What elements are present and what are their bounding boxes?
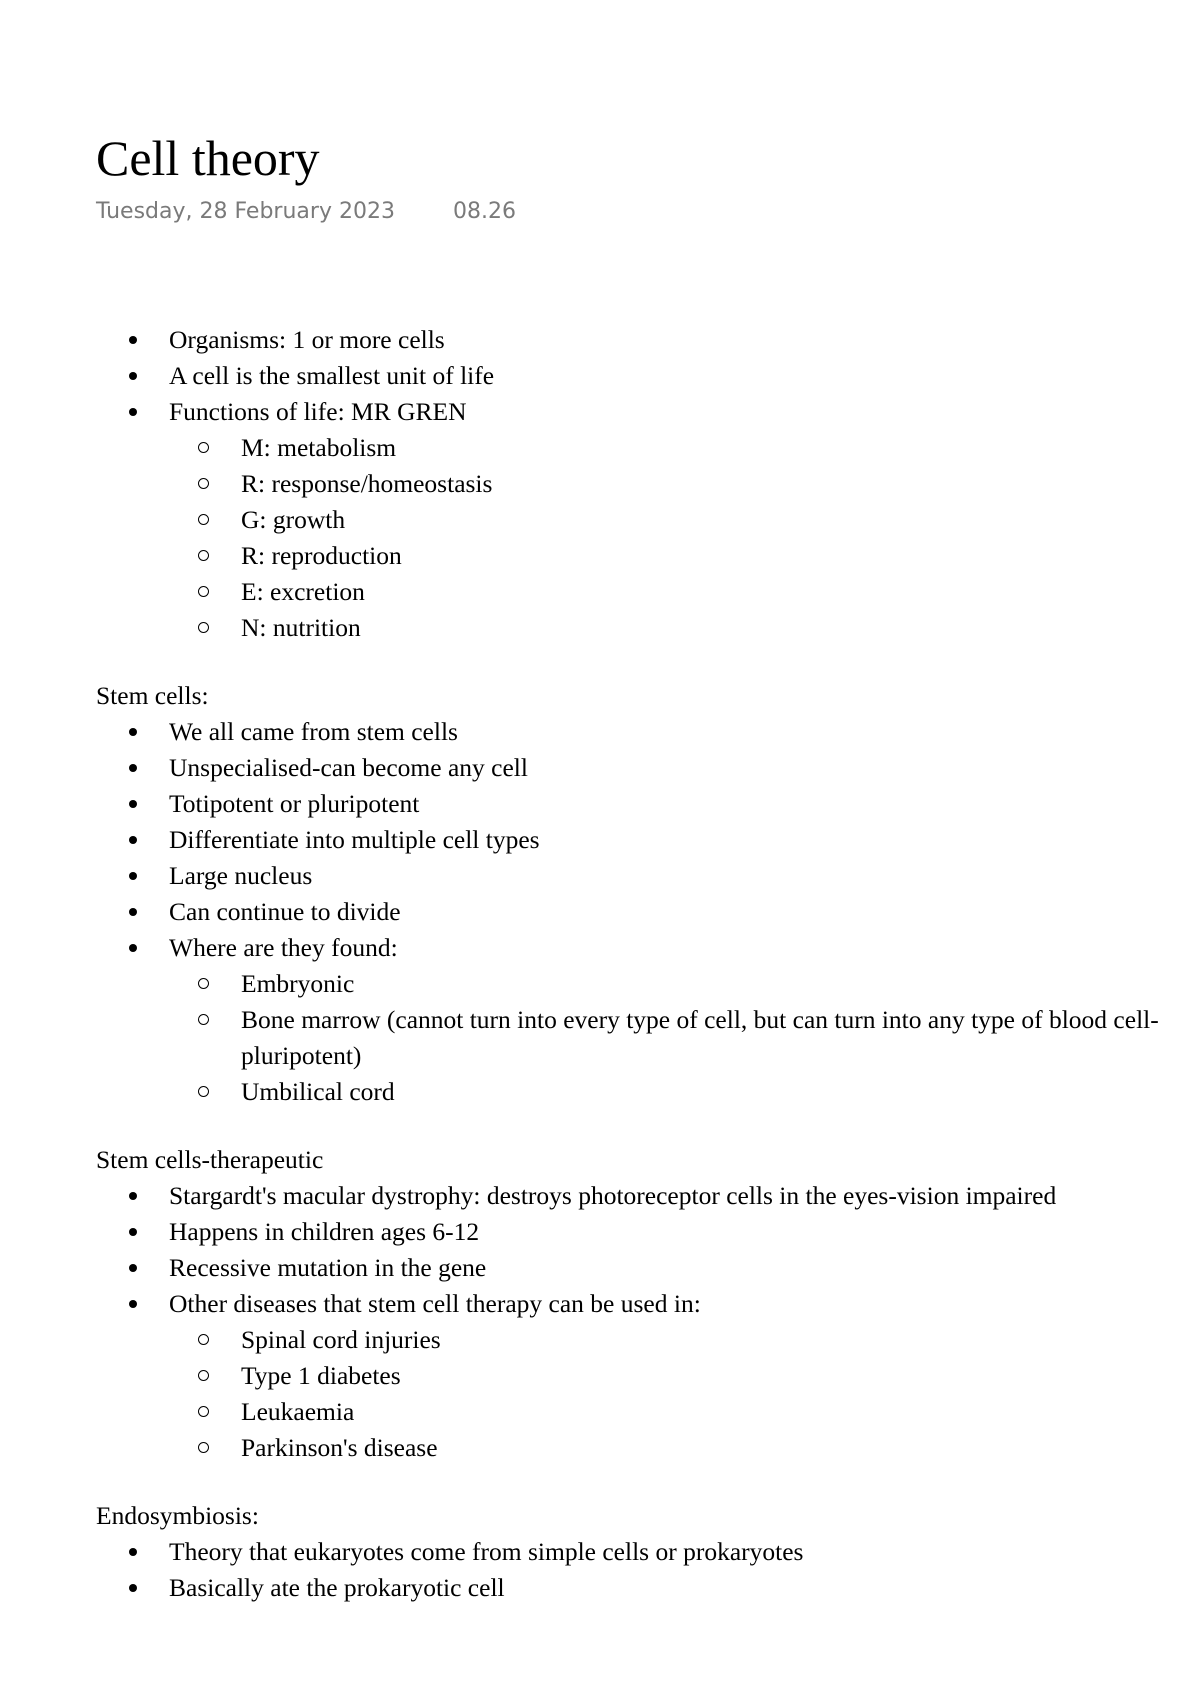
list-item-text: Totipotent or pluripotent xyxy=(169,789,420,818)
sub-bullet-list xyxy=(96,430,1196,646)
list-item xyxy=(96,1250,1196,1286)
section-heading: Endosymbiosis: xyxy=(96,1501,259,1530)
page-time: 08.26 xyxy=(453,199,516,224)
note-content xyxy=(96,322,1196,1606)
list-item xyxy=(96,358,1196,394)
list-item-text: Recessive mutation in the gene xyxy=(169,1253,487,1282)
sub-list-container xyxy=(96,430,1196,646)
sub-list-item-text: Umbilical cord xyxy=(241,1077,395,1106)
sub-list-item xyxy=(96,610,1196,646)
note-section xyxy=(96,1142,1196,1466)
sub-list-item xyxy=(96,1002,1196,1074)
sub-list-item-text: Type 1 diabetes xyxy=(241,1361,401,1390)
list-item-text: Large nucleus xyxy=(169,861,313,890)
list-item xyxy=(96,394,1196,646)
bullet-list xyxy=(96,322,1196,646)
sub-bullet-list xyxy=(96,1322,1196,1466)
list-item-text: Stargardt's macular dystrophy: destroys photoreceptor cells in the eyes-vision impaired xyxy=(169,1181,1057,1210)
list-item xyxy=(96,1534,1196,1570)
bullet-list xyxy=(96,1178,1196,1466)
note-section xyxy=(96,1498,1196,1606)
sub-list-item xyxy=(96,574,1196,610)
sub-list-container xyxy=(96,966,1196,1110)
page-title: Cell theory xyxy=(96,130,320,186)
list-item-text: A cell is the smallest unit of life xyxy=(169,361,495,390)
list-item-text: Basically ate the prokaryotic cell xyxy=(169,1573,505,1602)
list-item xyxy=(96,1214,1196,1250)
list-item xyxy=(96,786,1196,822)
sub-list-item-text: N: nutrition xyxy=(241,613,361,642)
sub-list-item xyxy=(96,430,1196,466)
list-item-text: Other diseases that stem cell therapy can be used in: xyxy=(169,1289,701,1318)
list-item xyxy=(96,858,1196,894)
list-item xyxy=(96,1286,1196,1466)
sub-list-container xyxy=(96,1322,1196,1466)
sub-list-item xyxy=(96,1322,1196,1358)
sub-list-item xyxy=(96,1358,1196,1394)
list-item xyxy=(96,322,1196,358)
list-item-text: Happens in children ages 6-12 xyxy=(169,1217,480,1246)
sub-list-item-text: Leukaemia xyxy=(241,1397,355,1426)
sub-list-item xyxy=(96,502,1196,538)
sub-bullet-list xyxy=(96,966,1196,1110)
sub-list-item-text: Bone marrow (cannot turn into every type of cell, but can turn into any type of blood cell-pluripotent) xyxy=(241,1005,1159,1070)
sub-list-item-text: R: reproduction xyxy=(241,541,402,570)
list-item-text: Differentiate into multiple cell types xyxy=(169,825,540,854)
sub-list-item xyxy=(96,1394,1196,1430)
list-item-text: Can continue to divide xyxy=(169,897,401,926)
sub-list-item xyxy=(96,538,1196,574)
sub-list-item xyxy=(96,966,1196,1002)
sub-list-item-text: G: growth xyxy=(241,505,346,534)
list-item xyxy=(96,1178,1196,1214)
page-date: Tuesday, 28 February 2023 xyxy=(96,199,395,224)
section-heading: Stem cells: xyxy=(96,681,209,710)
list-item xyxy=(96,714,1196,750)
sub-list-item-text: Parkinson's disease xyxy=(241,1433,438,1462)
sub-list-item-text: R: response/homeostasis xyxy=(241,469,493,498)
sub-list-item xyxy=(96,1430,1196,1466)
list-item-text: Unspecialised-can become any cell xyxy=(169,753,528,782)
list-item-text: We all came from stem cells xyxy=(169,717,458,746)
list-item xyxy=(96,822,1196,858)
sub-list-item-text: E: excretion xyxy=(241,577,365,606)
sub-list-item-text: Spinal cord injuries xyxy=(241,1325,441,1354)
list-item xyxy=(96,750,1196,786)
note-section xyxy=(96,322,1196,646)
bullet-list xyxy=(96,1534,1196,1606)
list-item-text: Organisms: 1 or more cells xyxy=(169,325,445,354)
bullet-list xyxy=(96,714,1196,1110)
list-item-text: Where are they found: xyxy=(169,933,398,962)
section-heading: Stem cells-therapeutic xyxy=(96,1145,324,1174)
sub-list-item-text: M: metabolism xyxy=(241,433,397,462)
note-section xyxy=(96,678,1196,1110)
list-item xyxy=(96,894,1196,930)
sub-list-item-text: Embryonic xyxy=(241,969,355,998)
sub-list-item xyxy=(96,1074,1196,1110)
list-item xyxy=(96,930,1196,1110)
list-item xyxy=(96,1570,1196,1606)
list-item-text: Theory that eukaryotes come from simple cells or prokaryotes xyxy=(169,1537,804,1566)
list-item-text: Functions of life: MR GREN xyxy=(169,397,467,426)
sub-list-item xyxy=(96,466,1196,502)
